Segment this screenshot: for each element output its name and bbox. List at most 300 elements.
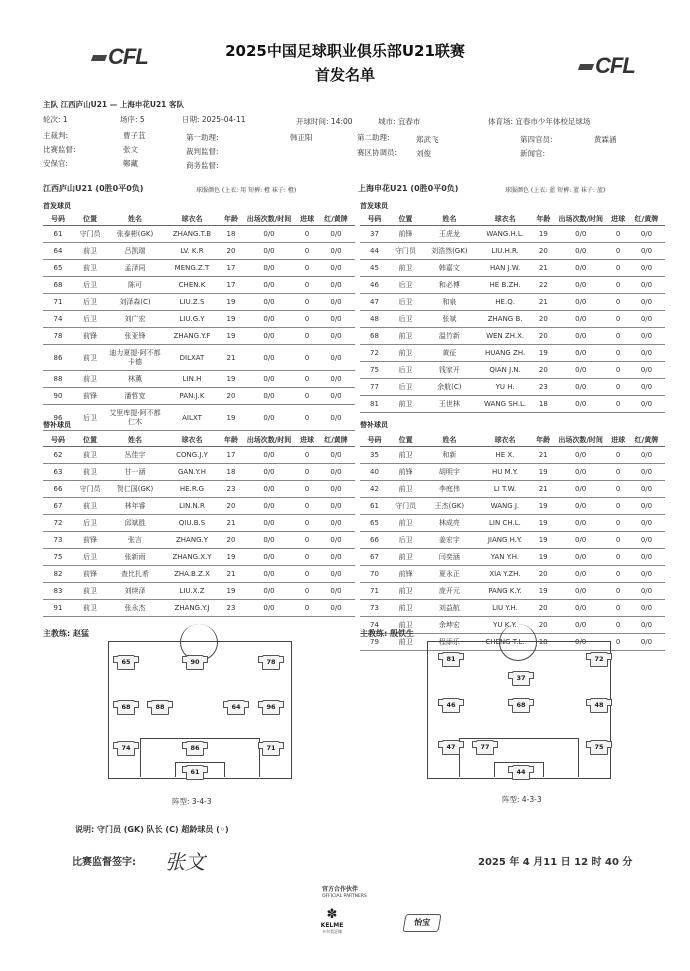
table-row	[43, 328, 355, 345]
cell-position: 前卫	[73, 243, 107, 260]
cell-number: 62	[43, 447, 73, 464]
cell-appearances: 0/0	[553, 566, 608, 583]
col-header-name: 姓名	[107, 212, 163, 226]
cell-number: 64	[43, 243, 73, 260]
cell-number: 70	[360, 566, 389, 583]
cell-age: 21	[533, 447, 553, 464]
cell-name: 程添乐	[422, 634, 476, 651]
cell-cards: 0/0	[317, 549, 355, 566]
cell-position: 前卫	[73, 464, 107, 481]
cell-age: 17	[221, 447, 241, 464]
cell-age: 20	[221, 388, 241, 405]
cell-appearances: 0/0	[241, 549, 297, 566]
cell-age: 21	[221, 515, 241, 532]
header-row	[43, 212, 355, 226]
cell-age: 22	[534, 277, 554, 294]
cell-position: 前锋	[389, 464, 422, 481]
cell-age: 20	[221, 243, 241, 260]
cell-age: 18	[221, 226, 241, 243]
press-label: 新闻官:	[520, 149, 546, 158]
player-shirt-icon: 74	[117, 741, 135, 756]
cell-goals: 0	[297, 260, 317, 277]
col-header-appearances: 出场次数/时间	[553, 433, 608, 447]
cell-goals: 0	[608, 583, 628, 600]
cell-shirt-name: LI T.W.	[477, 481, 534, 498]
col-header-number: 号码	[360, 212, 389, 226]
cell-name: 钱家开	[422, 362, 477, 379]
cell-number: 44	[360, 243, 389, 260]
cell-appearances: 0/0	[241, 481, 297, 498]
cell-number: 74	[360, 617, 389, 634]
col-header-name: 姓名	[422, 433, 476, 447]
cell-shirt-name: CHENG T.L.	[477, 634, 534, 651]
cell-appearances: 0/0	[553, 260, 608, 277]
cell-cards: 0/0	[628, 583, 665, 600]
col-header-shirt-name: 球衣名	[163, 212, 221, 226]
cell-position: 前锋	[73, 388, 107, 405]
cell-appearances: 0/0	[241, 277, 297, 294]
cell-number: 66	[360, 532, 389, 549]
cell-goals: 0	[608, 294, 628, 311]
player-shirt-icon: 44	[512, 765, 530, 780]
cell-shirt-name: HE.R.G	[163, 481, 221, 498]
table-row	[43, 311, 355, 328]
cell-number: 68	[360, 328, 389, 345]
table-row	[43, 388, 355, 405]
col-header-goals: 进球	[297, 433, 317, 447]
cell-cards: 0/0	[317, 566, 355, 583]
cell-name: 刘泽森(C)	[107, 294, 163, 311]
cell-goals: 0	[608, 345, 628, 362]
city: 城市: 宜春市	[378, 117, 421, 126]
table-row	[360, 583, 665, 600]
cfl-logo-left: CFL	[92, 44, 148, 70]
cell-shirt-name: CONG.J.Y	[163, 447, 221, 464]
cell-number: 81	[360, 396, 389, 413]
cell-shirt-name: ZHANG.X.Y	[163, 549, 221, 566]
cell-age: 19	[533, 549, 553, 566]
cell-shirt-name: YAN Y.H.	[477, 549, 534, 566]
table-row	[43, 226, 355, 243]
ar1-label: 第一助理:	[186, 133, 219, 142]
cell-number: 48	[360, 311, 389, 328]
cell-number: 96	[43, 405, 73, 431]
cell-shirt-name: HAN J.W.	[477, 260, 534, 277]
cell-number: 37	[360, 226, 389, 243]
player-shirt-icon: 68	[117, 700, 135, 715]
cell-appearances: 0/0	[553, 634, 608, 651]
cell-position: 前锋	[73, 328, 107, 345]
player-shirt-icon: 96	[262, 700, 280, 715]
cell-number: 71	[360, 583, 389, 600]
referee: 曹子苴	[123, 131, 146, 140]
cell-cards: 0/0	[628, 328, 665, 345]
field-order: 场序: 5	[120, 115, 145, 124]
cell-position: 前卫	[389, 447, 422, 464]
cell-shirt-name: LIN.H	[163, 371, 221, 388]
cell-name: 姜宏宇	[422, 532, 476, 549]
cell-age: 20	[534, 311, 554, 328]
home-subs-table	[43, 433, 355, 617]
cell-appearances: 0/0	[553, 600, 608, 617]
cell-appearances: 0/0	[241, 328, 297, 345]
cell-age: 20	[534, 243, 554, 260]
home-kit-label: 球服颜色 (上衣: 用 短裤: 橙 袜子: 橙)	[196, 187, 297, 194]
player-shirt-icon: 46	[442, 698, 460, 713]
player-shirt-icon: 61	[186, 765, 204, 780]
table-row	[43, 600, 355, 617]
cell-age: 19	[533, 464, 553, 481]
cell-name: 王虎龙	[422, 226, 477, 243]
table-row	[360, 277, 665, 294]
cell-position: 前卫	[73, 600, 107, 617]
referee-label: 主裁判:	[43, 131, 69, 140]
table-row	[43, 498, 355, 515]
cell-number: 67	[360, 549, 389, 566]
table-row	[43, 277, 355, 294]
cell-number: 63	[43, 464, 73, 481]
cell-age: 17	[221, 277, 241, 294]
signature-label: 比赛监督签字:	[72, 857, 136, 868]
table-row	[43, 549, 355, 566]
home-formation: 阵型: 3-4-3	[172, 797, 212, 806]
supervisor: 张文	[123, 145, 138, 154]
cell-position: 前卫	[389, 600, 422, 617]
cell-appearances: 0/0	[553, 583, 608, 600]
cell-number: 88	[43, 371, 73, 388]
cell-cards: 0/0	[628, 532, 665, 549]
cell-shirt-name: ZHANG.T.B	[163, 226, 221, 243]
page-subtitle: 首发名单	[314, 66, 375, 84]
supervisor-label: 比赛监督:	[43, 145, 76, 154]
cell-number: 72	[360, 345, 389, 362]
col-header-cards: 红/黄牌	[317, 212, 355, 226]
cell-age: 20	[221, 498, 241, 515]
cell-position: 守门员	[73, 226, 107, 243]
cell-name: 迪力夏提·阿不都卡德	[107, 345, 163, 371]
col-header-cards: 红/黄牌	[317, 433, 355, 447]
cell-appearances: 0/0	[241, 345, 297, 371]
col-header-age: 年龄	[221, 433, 241, 447]
col-header-goals: 进球	[608, 433, 628, 447]
cell-shirt-name: WEN ZH.X.	[477, 328, 534, 345]
away-team-label: 上海申花U21 (0胜0平0负)	[358, 184, 459, 193]
cell-number: 90	[43, 388, 73, 405]
cell-cards: 0/0	[628, 277, 665, 294]
cell-appearances: 0/0	[553, 464, 608, 481]
cell-shirt-name: WANG SH.L.	[477, 396, 534, 413]
cell-shirt-name: HE X.	[477, 447, 534, 464]
cell-number: 35	[360, 447, 389, 464]
security: 鄭藏	[123, 159, 138, 168]
cell-appearances: 0/0	[241, 294, 297, 311]
header-row	[43, 433, 355, 447]
player-shirt-icon: 75	[590, 740, 608, 755]
cell-position: 前卫	[73, 371, 107, 388]
cell-name: 张泰彬(GK)	[107, 226, 163, 243]
cell-goals: 0	[608, 260, 628, 277]
cell-appearances: 0/0	[553, 617, 608, 634]
cell-goals: 0	[297, 549, 317, 566]
cell-name: 邱斌胜	[107, 515, 163, 532]
cell-age: 19	[221, 371, 241, 388]
cell-name: 甘一涵	[107, 464, 163, 481]
cell-name: 温竹新	[422, 328, 477, 345]
cell-appearances: 0/0	[241, 515, 297, 532]
cell-age: 19	[221, 405, 241, 431]
cell-appearances: 0/0	[241, 566, 297, 583]
cell-goals: 0	[297, 481, 317, 498]
cell-position: 前锋	[73, 566, 107, 583]
cell-number: 73	[360, 600, 389, 617]
table-row	[360, 260, 665, 277]
cell-age: 20	[533, 600, 553, 617]
table-row	[360, 396, 665, 413]
cell-name: 孟泽同	[107, 260, 163, 277]
col-header-appearances: 出场次数/时间	[241, 212, 297, 226]
cell-appearances: 0/0	[553, 345, 608, 362]
cell-position: 前卫	[389, 515, 422, 532]
cell-appearances: 0/0	[241, 447, 297, 464]
cell-number: 75	[360, 362, 389, 379]
cell-position: 后卫	[73, 277, 107, 294]
cell-age: 19	[533, 515, 553, 532]
cell-cards: 0/0	[628, 498, 665, 515]
cell-shirt-name: QIAN J.N.	[477, 362, 534, 379]
cell-name: 张亚锋	[107, 328, 163, 345]
cell-position: 后卫	[73, 294, 107, 311]
cell-shirt-name: LIN.N.R	[163, 498, 221, 515]
table-row	[360, 294, 665, 311]
cell-number: 79	[360, 634, 389, 651]
table-row	[360, 311, 665, 328]
col-header-shirt-name: 球衣名	[477, 212, 534, 226]
cell-age: 21	[533, 481, 553, 498]
cell-position: 后卫	[389, 532, 422, 549]
cell-shirt-name: MENG.Z.T	[163, 260, 221, 277]
cell-age: 23	[221, 600, 241, 617]
cell-position: 前卫	[389, 583, 422, 600]
cell-shirt-name: YU K.Y.	[477, 617, 534, 634]
cell-age: 19	[221, 311, 241, 328]
cell-position: 守门员	[389, 498, 422, 515]
cell-goals: 0	[297, 464, 317, 481]
venue: 体育场: 宜春市少年体校足球场	[488, 117, 591, 126]
cell-age: 23	[534, 379, 554, 396]
cell-goals: 0	[608, 277, 628, 294]
cell-goals: 0	[608, 498, 628, 515]
cell-shirt-name: ZHA.B.Z.X	[163, 566, 221, 583]
cell-appearances: 0/0	[553, 498, 608, 515]
cell-cards: 0/0	[628, 362, 665, 379]
cell-appearances: 0/0	[553, 277, 608, 294]
table-row	[43, 294, 355, 311]
cell-goals: 0	[297, 371, 317, 388]
cell-shirt-name: ZHANG.Y.J	[163, 600, 221, 617]
cell-goals: 0	[608, 328, 628, 345]
cell-goals: 0	[297, 243, 317, 260]
cell-cards: 0/0	[317, 447, 355, 464]
table-row	[360, 532, 665, 549]
cell-appearances: 0/0	[241, 226, 297, 243]
away-starters-table	[360, 212, 665, 413]
cell-shirt-name: HE.Q.	[477, 294, 534, 311]
table-row	[43, 243, 355, 260]
security-label: 安保官:	[43, 159, 69, 168]
player-shirt-icon: 86	[186, 741, 204, 756]
player-shirt-icon: 48	[590, 698, 608, 713]
cell-appearances: 0/0	[241, 464, 297, 481]
cell-goals: 0	[608, 447, 628, 464]
cell-age: 19	[221, 583, 241, 600]
cell-cards: 0/0	[317, 311, 355, 328]
cell-number: 47	[360, 294, 389, 311]
player-shirt-icon: 72	[590, 652, 608, 667]
cell-number: 61	[43, 226, 73, 243]
cell-age: 23	[221, 481, 241, 498]
cell-name: 林薰	[107, 371, 163, 388]
ar2-label: 第二助理:	[357, 133, 390, 142]
player-shirt-icon: 37	[512, 671, 530, 686]
cell-goals: 0	[608, 226, 628, 243]
cell-cards: 0/0	[628, 600, 665, 617]
home-coach: 主教练: 赵猛	[43, 629, 89, 638]
table-row	[360, 447, 665, 464]
cell-cards: 0/0	[628, 617, 665, 634]
cell-shirt-name: LIN CH.L.	[477, 515, 534, 532]
player-shirt-icon: 77	[476, 740, 494, 755]
cell-age: 21	[534, 294, 554, 311]
cell-position: 前卫	[389, 481, 422, 498]
legend: 说明: 守门员 (GK) 队长 (C) 超龄球员 (◦)	[75, 825, 229, 834]
cell-name: 张斌	[422, 311, 477, 328]
cell-shirt-name: AILXT	[163, 405, 221, 431]
cell-goals: 0	[297, 583, 317, 600]
cell-age: 18	[533, 634, 553, 651]
cfl-logo-right: CFL	[579, 53, 635, 79]
cell-goals: 0	[297, 515, 317, 532]
cell-age: 18	[221, 464, 241, 481]
cell-age: 21	[221, 566, 241, 583]
cell-position: 后卫	[73, 405, 107, 431]
cell-goals: 0	[297, 277, 317, 294]
col-header-shirt-name: 球衣名	[163, 433, 221, 447]
cell-number: 77	[360, 379, 389, 396]
cell-cards: 0/0	[628, 481, 665, 498]
cell-cards: 0/0	[317, 532, 355, 549]
cell-cards: 0/0	[628, 464, 665, 481]
cell-name: 夏永正	[422, 566, 476, 583]
cell-appearances: 0/0	[553, 447, 608, 464]
cell-goals: 0	[608, 600, 628, 617]
away-center-circle	[499, 624, 537, 661]
cell-age: 19	[221, 549, 241, 566]
cell-appearances: 0/0	[241, 243, 297, 260]
table-row	[43, 515, 355, 532]
cell-shirt-name: YU H.	[477, 379, 534, 396]
cell-age: 20	[533, 566, 553, 583]
cell-cards: 0/0	[317, 345, 355, 371]
cell-number: 67	[43, 498, 73, 515]
cell-appearances: 0/0	[241, 583, 297, 600]
cell-appearances: 0/0	[553, 328, 608, 345]
kelme-logo: ✽ KELME 卡尔美足球	[320, 907, 344, 934]
cell-position: 前卫	[73, 345, 107, 371]
cell-age: 20	[534, 328, 554, 345]
cell-position: 后卫	[389, 294, 422, 311]
cell-number: 40	[360, 464, 389, 481]
ar1: 韩正阳	[290, 133, 313, 142]
cell-position: 前锋	[389, 226, 422, 243]
cell-age: 19	[534, 226, 554, 243]
col-header-position: 位置	[389, 433, 422, 447]
cell-appearances: 0/0	[553, 549, 608, 566]
cell-shirt-name: ZHANG.Y.F	[163, 328, 221, 345]
col-header-number: 号码	[43, 212, 73, 226]
away-subs-label: 替补球员	[360, 421, 388, 429]
cell-shirt-name: GAN.Y.H	[163, 464, 221, 481]
cell-position: 后卫	[389, 379, 422, 396]
cell-goals: 0	[297, 345, 317, 371]
cell-position: 前锋	[73, 532, 107, 549]
cell-goals: 0	[608, 566, 628, 583]
cell-name: 王杰(GK)	[422, 498, 476, 515]
home-starters-label: 首发球员	[43, 202, 71, 210]
cell-position: 后卫	[73, 549, 107, 566]
cell-goals: 0	[608, 515, 628, 532]
coordinator-label: 赛区协调员:	[357, 148, 398, 157]
cell-appearances: 0/0	[241, 405, 297, 431]
cell-number: 66	[43, 481, 73, 498]
cell-goals: 0	[608, 532, 628, 549]
cell-cards: 0/0	[628, 379, 665, 396]
col-header-goals: 进球	[608, 212, 628, 226]
table-row	[43, 345, 355, 371]
col-header-age: 年龄	[534, 212, 554, 226]
cell-cards: 0/0	[317, 583, 355, 600]
table-row	[360, 345, 665, 362]
cell-cards: 0/0	[317, 481, 355, 498]
cell-cards: 0/0	[628, 447, 665, 464]
match-date: 日期: 2025-04-11	[182, 115, 246, 124]
cell-cards: 0/0	[628, 226, 665, 243]
cell-position: 前卫	[389, 617, 422, 634]
cell-shirt-name: LIU Y.H.	[477, 600, 534, 617]
cell-name: 丛佳宇	[107, 447, 163, 464]
cell-cards: 0/0	[628, 294, 665, 311]
player-shirt-icon: 47	[442, 740, 460, 755]
col-header-cards: 红/黄牌	[628, 212, 665, 226]
teams-line: 主队 江西庐山U21 — 上海申花U21 客队	[43, 100, 184, 109]
home-team-label: 江西庐山U21 (0胜0平0负)	[43, 184, 144, 193]
cell-name: 艾里库提·阿不都仁木	[107, 405, 163, 431]
page-title: 2025中国足球职业俱乐部U21联赛	[225, 42, 465, 60]
away-starters-label: 首发球员	[360, 202, 388, 210]
cell-goals: 0	[297, 294, 317, 311]
cell-name: 和泉	[422, 294, 477, 311]
cell-shirt-name: PANG K.Y.	[477, 583, 534, 600]
table-row	[360, 481, 665, 498]
cell-name: 和新	[422, 447, 476, 464]
cell-appearances: 0/0	[553, 311, 608, 328]
cell-appearances: 0/0	[553, 243, 608, 260]
cell-age: 20	[534, 362, 554, 379]
header-row	[360, 433, 665, 447]
cell-goals: 0	[608, 617, 628, 634]
cell-number: 75	[43, 549, 73, 566]
cell-number: 65	[360, 515, 389, 532]
cell-goals: 0	[297, 532, 317, 549]
